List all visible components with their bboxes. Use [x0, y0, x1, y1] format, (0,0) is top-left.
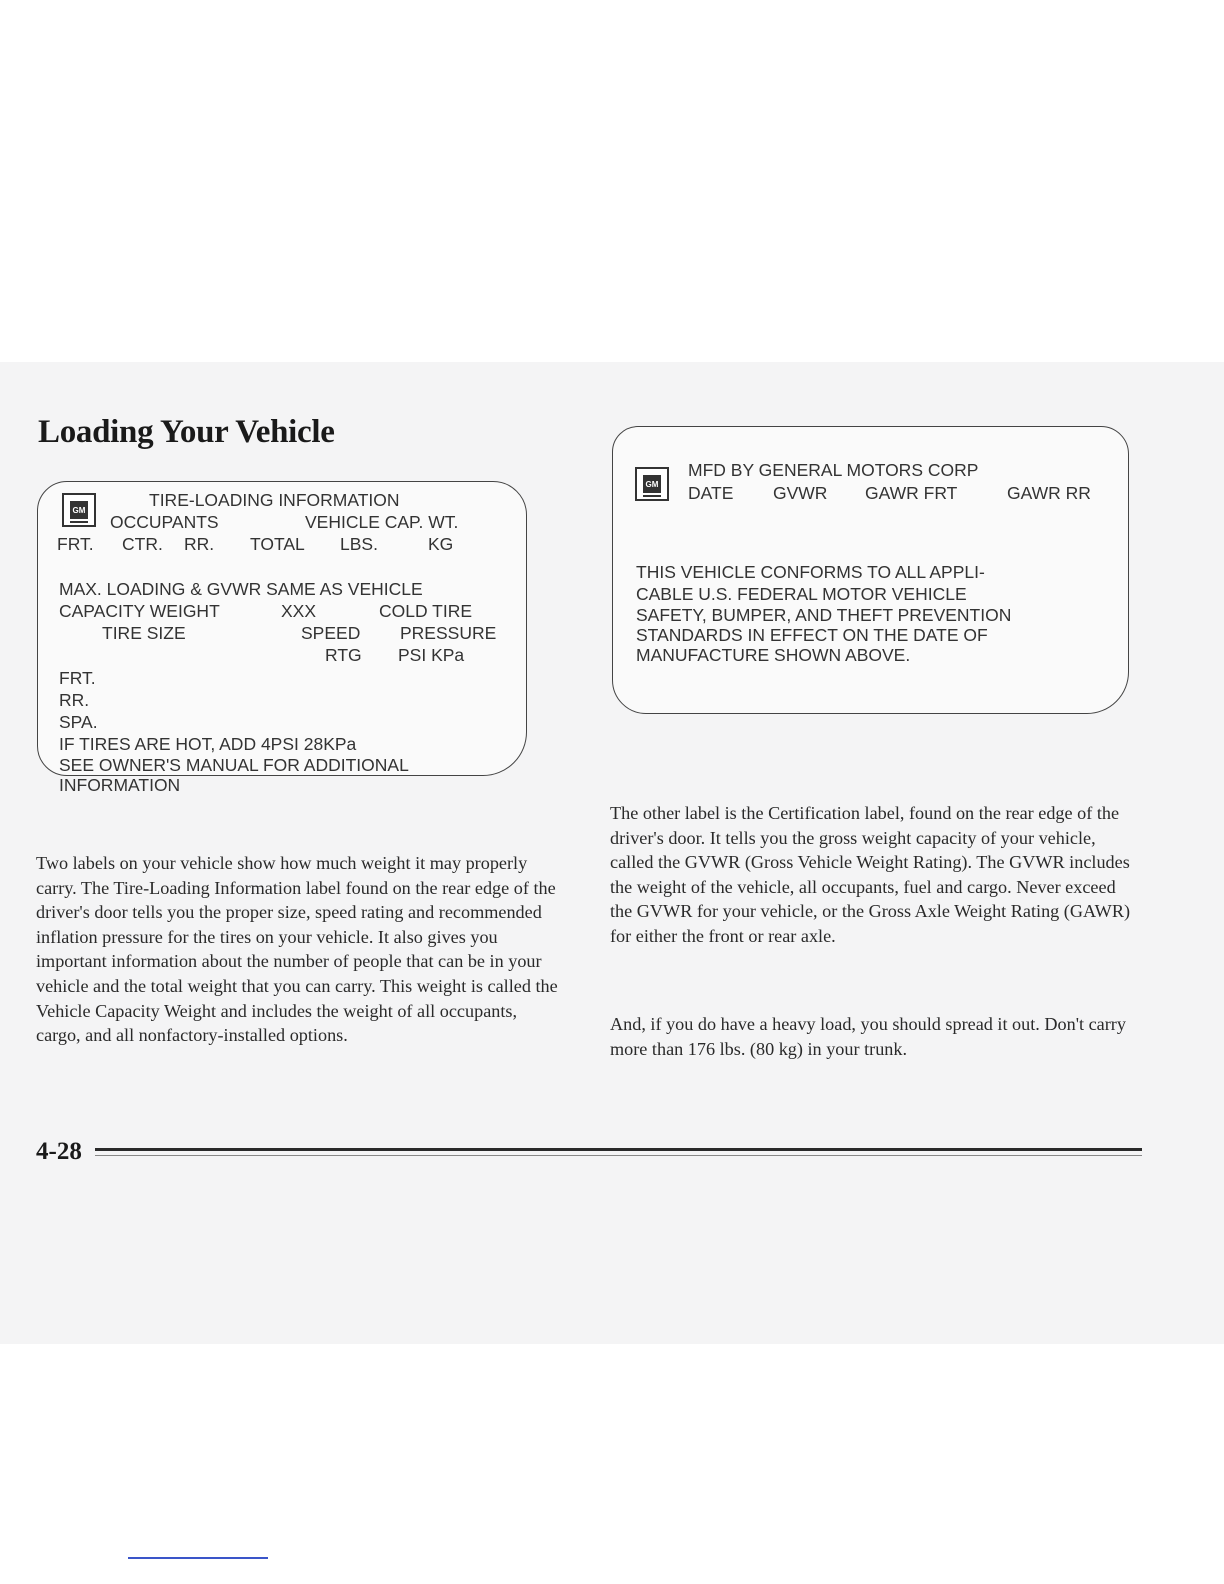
tire-label-pressure: PRESSURE	[400, 623, 497, 643]
tire-label-rr: RR.	[184, 534, 215, 554]
footer-rule-thin	[95, 1155, 1142, 1156]
paragraph-heavy-load: And, if you do have a heavy load, you should spread it out. Don't carry more than 176 lbs. (80 kg) in your trunk.	[610, 1014, 1126, 1059]
cert-label-conforms-1: THIS VEHICLE CONFORMS TO ALL APPLI-	[636, 562, 985, 582]
tire-label-total: TOTAL	[250, 534, 305, 554]
tire-label-vehicle-cap-wt: VEHICLE CAP. WT.	[305, 512, 459, 532]
cert-label-conforms-3: SAFETY, BUMPER, AND THEFT PREVENTION	[636, 605, 1012, 625]
paragraph-certification-label: The other label is the Certification label, found on the rear edge of the driver's door. It tells you the gross weight capacity of your vehicle, called the GVWR (Gross Vehicle Weight Rating). The GVWR includes the weight of the vehicle, all occupants, fuel and cargo. Never exceed the GVWR for your vehicle, or the Gross Axle Weight Rating (GAWR) for either the front or rear axle.	[610, 803, 1131, 946]
tire-label-tire-size: TIRE SIZE	[102, 623, 186, 643]
tire-label-hot-warning: IF TIRES ARE HOT, ADD 4PSI 28KPa	[59, 734, 357, 754]
tire-label-kg: KG	[428, 534, 454, 554]
tire-label-occupants: OCCUPANTS	[110, 512, 219, 532]
cert-label-mfd-by: MFD BY GENERAL MOTORS CORP	[688, 460, 979, 480]
gm-logo-icon	[62, 493, 96, 527]
tire-label-xxx: XXX	[281, 601, 317, 621]
tire-label-heading: TIRE-LOADING INFORMATION	[149, 490, 400, 510]
tire-label-frt: FRT.	[57, 534, 94, 554]
tire-label-rtg: RTG	[325, 645, 362, 665]
tire-label-see-manual: SEE OWNER'S MANUAL FOR ADDITIONAL	[59, 755, 409, 775]
bottom-link-underline[interactable]	[128, 1557, 268, 1559]
footer-rule	[95, 1148, 1142, 1151]
tire-label-frt-row: FRT.	[59, 668, 96, 688]
tire-label-lbs: LBS.	[340, 534, 378, 554]
gm-logo-text: GM	[70, 501, 88, 519]
cert-label-gvwr: GVWR	[773, 483, 828, 503]
cert-label-gawr-rr: GAWR RR	[1007, 483, 1091, 503]
tire-label-rr-row: RR.	[59, 690, 90, 710]
cert-label-conforms-4: STANDARDS IN EFFECT ON THE DATE OF	[636, 625, 988, 645]
cert-label-gawr-frt: GAWR FRT	[865, 483, 958, 503]
tire-label-spa-row: SPA.	[59, 712, 98, 732]
tire-label-capacity-weight: CAPACITY WEIGHT	[59, 601, 220, 621]
tire-loading-label	[37, 481, 527, 795]
gm-logo-text: GM	[643, 475, 661, 493]
tire-label-ctr: CTR.	[122, 534, 163, 554]
tire-label-information: INFORMATION	[59, 775, 181, 795]
tire-label-max-loading: MAX. LOADING & GVWR SAME AS VEHICLE	[59, 579, 423, 599]
gm-logo-icon	[635, 467, 669, 501]
page-number: 4-28	[36, 1138, 82, 1165]
tire-label-psi-kpa: PSI KPa	[398, 645, 465, 665]
page-title: Loading Your Vehicle	[38, 414, 335, 450]
tire-label-speed: SPEED	[301, 623, 361, 643]
cert-label-conforms-2: CABLE U.S. FEDERAL MOTOR VEHICLE	[636, 584, 967, 604]
certification-label	[612, 426, 1129, 714]
cert-label-conforms-5: MANUFACTURE SHOWN ABOVE.	[636, 645, 911, 665]
tire-label-cold-tire: COLD TIRE	[379, 601, 473, 621]
cert-label-date: DATE	[688, 483, 734, 503]
paragraph-labels-intro: Two labels on your vehicle show how much weight it may properly carry. The Tire-Loading Information label found on the rear edge of the driver's door tells you the proper size, speed rating and recommended inflation pressure for the tires on your vehicle. It also gives you important information about the number of people that can be in your vehicle and the total weight that you can carry. This weight is called the Vehicle Capacity Weight and includes the weight of all occupants, cargo, and all nonfactory-installed options.	[36, 853, 558, 1046]
